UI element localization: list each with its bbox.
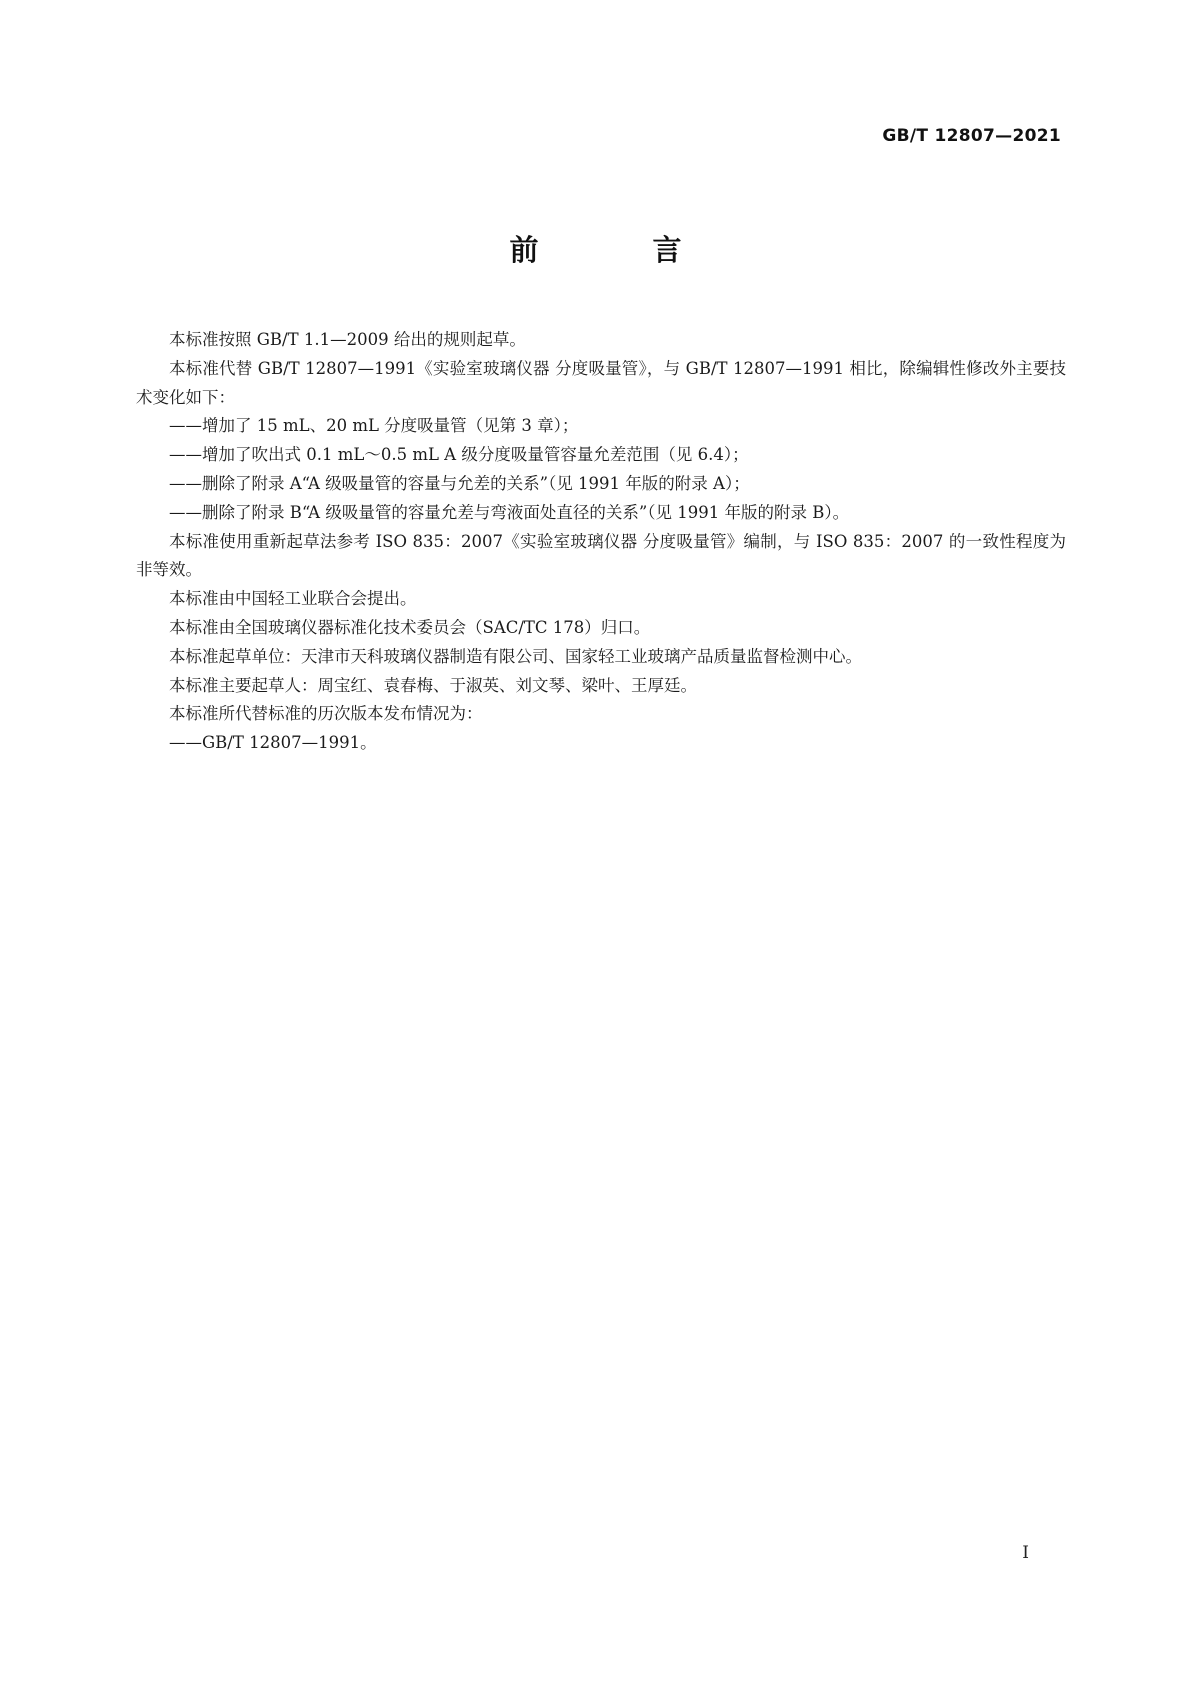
change-item: ——增加了吹出式 0.1 mL～0.5 mL A 级分度吸量管容量允差范围（见 6.4）； xyxy=(169,445,749,465)
paragraph-drafting-rules: 本标准按照 GB/T 1.1—2009 给出的规则起草。 xyxy=(169,330,526,349)
standard-code: GB/T 12807—2021 xyxy=(882,126,1061,146)
paragraph-version-history: 本标准所代替标准的历次版本发布情况为： xyxy=(169,704,483,724)
paragraph-proposer: 本标准由中国轻工业联合会提出。 xyxy=(169,589,417,609)
paragraph-drafters: 本标准主要起草人：周宝红、袁春梅、于淑英、刘文琴、梁叶、王厚廷。 xyxy=(169,675,697,695)
page-title: 前 言 xyxy=(509,233,734,267)
change-item: ——删除了附录 A“A 级吸量管的容量与允差的关系”（见 1991 年版的附录 A）； xyxy=(169,473,750,493)
change-item: ——增加了 15 mL、20 mL 分度吸量管（见第 3 章）； xyxy=(169,416,579,436)
paragraph-replacement: 本标准代替 GB/T 12807—1991《实验室玻璃仪器 分度吸量管》，与 GB/T 12807—1991 相比，除编辑性修改外主要技术变化如下： xyxy=(136,358,1066,407)
change-item: ——删除了附录 B“A 级吸量管的容量允差与弯液面处直径的关系”（见 1991 年版的附录 B）。 xyxy=(169,502,850,522)
page-number: I xyxy=(1022,1543,1029,1563)
paragraph-committee: 本标准由全国玻璃仪器标准化技术委员会（SAC/TC 178）归口。 xyxy=(169,617,651,637)
version-item: ——GB/T 12807—1991。 xyxy=(169,733,377,753)
paragraph-iso-reference: 本标准使用重新起草法参考 ISO 835：2007《实验室玻璃仪器 分度吸量管》编制，与 ISO 835：2007 的一致性程度为非等效。 xyxy=(136,531,1066,580)
paragraph-drafting-units: 本标准起草单位：天津市天科玻璃仪器制造有限公司、国家轻工业玻璃产品质量监督检测中心。 xyxy=(169,646,862,666)
foreword-body xyxy=(136,326,1066,758)
